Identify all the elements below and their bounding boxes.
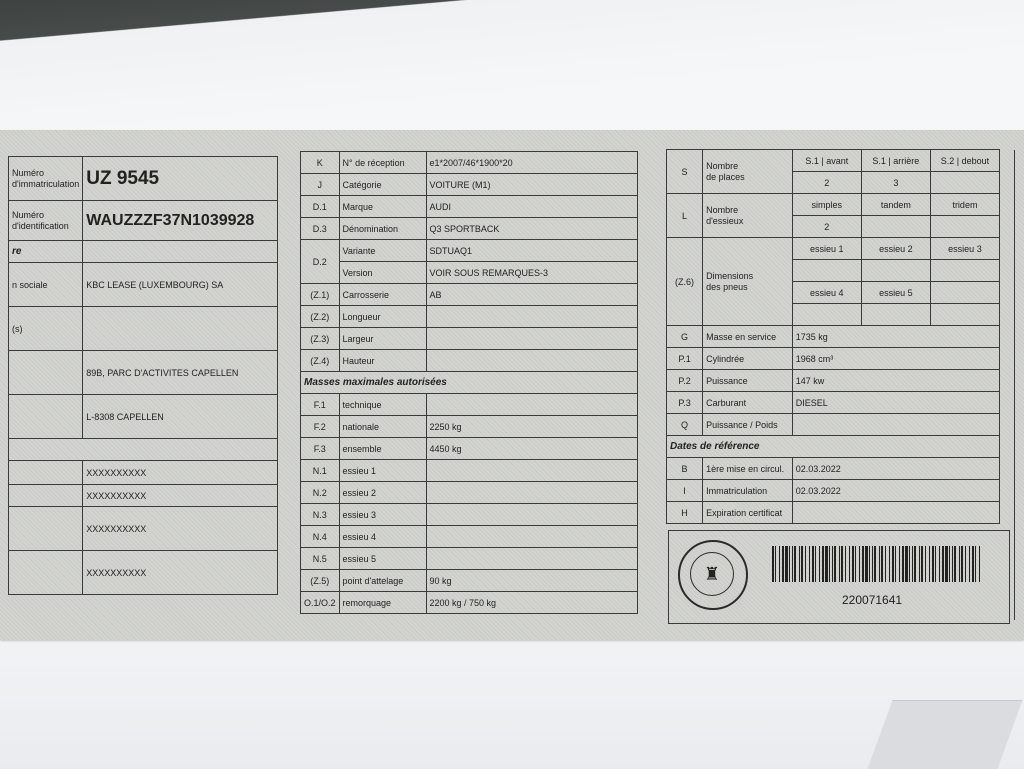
code: B [667, 458, 703, 480]
code: (Z.2) [301, 306, 340, 328]
field-label: remorquage [339, 592, 426, 614]
places-col: S.2 | debout [930, 150, 999, 172]
field-value: 1735 kg [792, 326, 999, 348]
field-label: Expiration certificat [703, 502, 793, 524]
field-value [426, 394, 637, 416]
code: J [301, 174, 340, 196]
field-value: AUDI [426, 196, 637, 218]
essieux-label: Nombre d'essieux [703, 194, 793, 238]
pneu-cell [792, 260, 861, 282]
vin-number: WAUZZZF37N1039928 [83, 201, 278, 241]
code: N.5 [301, 548, 340, 570]
field-value: VOIR SOUS REMARQUES-3 [426, 262, 637, 284]
code: (Z.4) [301, 350, 340, 372]
field-label: Carburant [703, 392, 793, 414]
code: D.1 [301, 196, 340, 218]
dates-header: Dates de référence [667, 436, 1000, 458]
label-registration: Numéro d'immatriculation [9, 157, 83, 201]
barcode-icon [772, 546, 982, 582]
field-label: Variante [339, 240, 426, 262]
field-label: essieu 4 [339, 526, 426, 548]
field-label: Cylindrée [703, 348, 793, 370]
code: P.1 [667, 348, 703, 370]
label-persons: (s) [9, 307, 83, 351]
code: (Z.3) [301, 328, 340, 350]
pneu-cell [861, 304, 930, 326]
field-value [426, 350, 637, 372]
owner-address: 89B, PARC D'ACTIVITES CAPELLEN [83, 351, 278, 395]
field-value: 2250 kg [426, 416, 637, 438]
field-label: essieu 3 [339, 504, 426, 526]
places-col: S.1 | avant [792, 150, 861, 172]
field-label: Hauteur [339, 350, 426, 372]
field-label: essieu 1 [339, 460, 426, 482]
field-label: essieu 5 [339, 548, 426, 570]
field-value: 2200 kg / 750 kg [426, 592, 637, 614]
field-label: Puissance / Poids [703, 414, 793, 436]
masked-value-2: XXXXXXXXXX [83, 485, 278, 507]
field-value [426, 328, 637, 350]
section-value [83, 241, 278, 263]
field-value: 147 kw [792, 370, 999, 392]
field-value [426, 504, 637, 526]
code: F.3 [301, 438, 340, 460]
field-label: Dénomination [339, 218, 426, 240]
registration-number: UZ 9545 [83, 157, 278, 201]
field-value [792, 502, 999, 524]
field-label: technique [339, 394, 426, 416]
field-value [426, 526, 637, 548]
field-label: Masse en service [703, 326, 793, 348]
field-label: essieu 2 [339, 482, 426, 504]
essieux-val [930, 216, 999, 238]
masked-value-4: XXXXXXXXXX [83, 551, 278, 595]
field-label: Carrosserie [339, 284, 426, 306]
field-value: 90 kg [426, 570, 637, 592]
paper-shard [867, 700, 1022, 769]
blank-row [9, 439, 278, 461]
field-value: 4450 kg [426, 438, 637, 460]
code: P.2 [667, 370, 703, 392]
pneu-cell [792, 304, 861, 326]
places-val [930, 172, 999, 194]
masses-header: Masses maximales autorisées [301, 372, 638, 394]
pneu-cell [930, 304, 999, 326]
owner-table [8, 156, 278, 595]
barcode-number: 220071641 [842, 593, 903, 607]
places-label: Nombre de places [703, 150, 793, 194]
pneu-cell: essieu 5 [861, 282, 930, 304]
code: K [301, 152, 340, 174]
field-value: 02.03.2022 [792, 480, 999, 502]
paper-bottom [0, 640, 1024, 768]
field-value: SDTUAQ1 [426, 240, 637, 262]
code: L [667, 194, 703, 238]
code: N.1 [301, 460, 340, 482]
next-panel-edge [1014, 150, 1024, 620]
coat-of-arms-icon: ♜ [690, 552, 734, 596]
field-value: VOITURE (M1) [426, 174, 637, 196]
field-value: DIESEL [792, 392, 999, 414]
vehicle-table [300, 151, 638, 614]
code: S [667, 150, 703, 194]
code: N.3 [301, 504, 340, 526]
pneu-cell [861, 260, 930, 282]
pneu-cell: essieu 3 [930, 238, 999, 260]
field-label: Longueur [339, 306, 426, 328]
field-label: Marque [339, 196, 426, 218]
masked-label [9, 507, 83, 551]
field-label: N° de réception [339, 152, 426, 174]
pneu-cell: essieu 4 [792, 282, 861, 304]
field-value: 02.03.2022 [792, 458, 999, 480]
code: (Z.6) [667, 238, 703, 326]
field-label: ensemble [339, 438, 426, 460]
code: P.3 [667, 392, 703, 414]
field-value [792, 414, 999, 436]
code: O.1/O.2 [301, 592, 340, 614]
essieux-val [861, 216, 930, 238]
places-val: 2 [792, 172, 861, 194]
essieux-col: simples [792, 194, 861, 216]
field-label: Catégorie [339, 174, 426, 196]
owner-name: KBC LEASE (LUXEMBOURG) SA [83, 263, 278, 307]
code: N.4 [301, 526, 340, 548]
code: F.2 [301, 416, 340, 438]
field-label: Version [339, 262, 426, 284]
technical-table [666, 149, 1000, 524]
code: N.2 [301, 482, 340, 504]
field-label: Puissance [703, 370, 793, 392]
essieux-col: tridem [930, 194, 999, 216]
city-label [9, 395, 83, 439]
code: Q [667, 414, 703, 436]
essieux-col: tandem [861, 194, 930, 216]
pneu-cell [930, 260, 999, 282]
field-value [426, 548, 637, 570]
field-label: Immatriculation [703, 480, 793, 502]
pneu-cell: essieu 1 [792, 238, 861, 260]
field-value: AB [426, 284, 637, 306]
field-value: Q3 SPORTBACK [426, 218, 637, 240]
places-val: 3 [861, 172, 930, 194]
code: H [667, 502, 703, 524]
places-col: S.1 | arrière [861, 150, 930, 172]
persons-value [83, 307, 278, 351]
address-label [9, 351, 83, 395]
masked-label [9, 485, 83, 507]
label-company: n sociale [9, 263, 83, 307]
paper-top [0, 0, 1024, 140]
section-label: re [9, 241, 83, 263]
field-value [426, 306, 637, 328]
pneu-cell: essieu 2 [861, 238, 930, 260]
code: I [667, 480, 703, 502]
owner-city: L-8308 CAPELLEN [83, 395, 278, 439]
field-value [426, 482, 637, 504]
field-label: 1ère mise en circul. [703, 458, 793, 480]
essieux-val: 2 [792, 216, 861, 238]
field-label: nationale [339, 416, 426, 438]
code: F.1 [301, 394, 340, 416]
masked-label [9, 551, 83, 595]
masked-label [9, 461, 83, 485]
code: (Z.5) [301, 570, 340, 592]
masked-value-1: XXXXXXXXXX [83, 461, 278, 485]
code: G [667, 326, 703, 348]
field-value: 1968 cm³ [792, 348, 999, 370]
pneu-cell [930, 282, 999, 304]
field-label: Largeur [339, 328, 426, 350]
code: (Z.1) [301, 284, 340, 306]
field-value [426, 460, 637, 482]
pneus-label: Dimensions des pneus [703, 238, 793, 326]
field-value: e1*2007/46*1900*20 [426, 152, 637, 174]
masked-value-3: XXXXXXXXXX [83, 507, 278, 551]
code: D.2 [301, 240, 340, 284]
label-vin: Numéro d'identification [9, 201, 83, 241]
field-label: point d'attelage [339, 570, 426, 592]
code: D.3 [301, 218, 340, 240]
